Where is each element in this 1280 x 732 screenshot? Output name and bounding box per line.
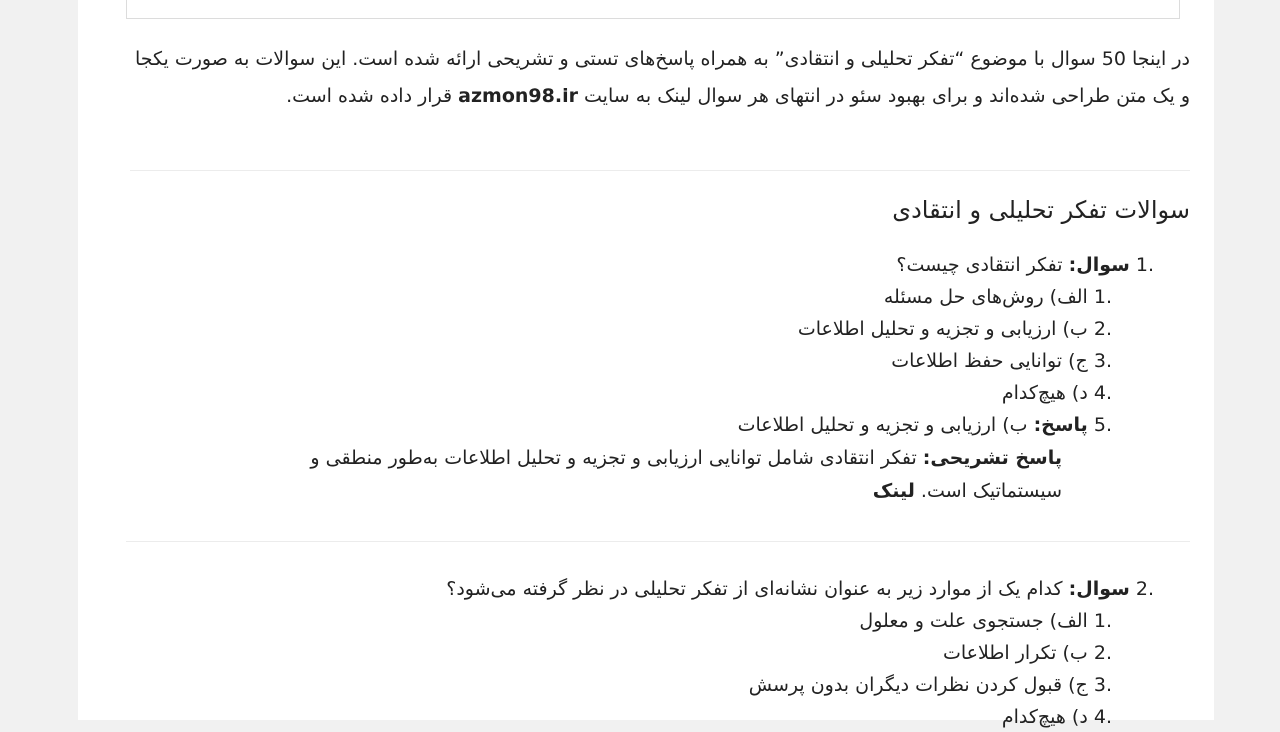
intro-text: در اینجا 50 سوال با موضوع “تفکر تحلیلی و انتقادی” به همراه پاسخ‌های تستی و تشریحی ارائه شده است. این سوالات به صورت یکجا و یک متن طراحی شده‌اند و برای بهبود سئو در انتهای هر سوال لینک به سایت xyxy=(134,48,1190,107)
option-item xyxy=(1002,702,1112,732)
question-number: 2. xyxy=(1135,578,1154,600)
explanation-text: تفکر انتقادی شامل توانایی ارزیابی و تجزیه و تحلیل اطلاعات به‌طور منطقی و سیستماتیک است. xyxy=(310,447,1062,502)
option-text: الف) جستجوی علت و معلول xyxy=(859,610,1088,632)
explanation xyxy=(222,442,1062,508)
option-number: 4. xyxy=(1093,706,1112,728)
top-content-box xyxy=(126,0,1180,19)
question-link[interactable]: لینک xyxy=(872,480,915,502)
article-page xyxy=(78,0,1214,728)
option-item xyxy=(1002,378,1112,408)
option-text: د) هیچ‌کدام xyxy=(1001,706,1088,728)
intro-paragraph xyxy=(130,41,1190,114)
question-1 xyxy=(896,250,1154,280)
explanation-label: پاسخ تشریحی: xyxy=(922,447,1062,469)
question-label: سوال: xyxy=(1068,254,1130,276)
question-label: سوال: xyxy=(1068,578,1130,600)
option-number: 3. xyxy=(1093,674,1112,696)
option-item xyxy=(859,606,1112,636)
section-title: سوالات تفکر تحلیلی و انتقادی xyxy=(892,196,1190,224)
answer-number: 5. xyxy=(1093,414,1112,436)
option-number: 2. xyxy=(1093,318,1112,340)
question-number: 1. xyxy=(1135,254,1154,276)
question-text: تفکر انتقادی چیست؟ xyxy=(896,254,1063,276)
option-number: 1. xyxy=(1093,286,1112,308)
option-item xyxy=(884,282,1112,312)
intro-text-end: قرار داده شده است. xyxy=(286,84,453,107)
option-number: 2. xyxy=(1093,642,1112,664)
option-item xyxy=(891,346,1112,376)
answer-label: پاسخ: xyxy=(1033,414,1088,436)
site-name: azmon98.ir xyxy=(458,84,578,107)
option-text: ب) ارزیابی و تجزیه و تحلیل اطلاعات xyxy=(797,318,1088,340)
option-item xyxy=(749,670,1112,700)
option-item xyxy=(798,314,1112,344)
option-number: 1. xyxy=(1093,610,1112,632)
option-number: 3. xyxy=(1093,350,1112,372)
divider xyxy=(130,170,1190,171)
option-item xyxy=(943,638,1112,668)
option-number: 4. xyxy=(1093,382,1112,404)
option-text: ب) تکرار اطلاعات xyxy=(942,642,1088,664)
option-text: ج) توانایی حفظ اطلاعات xyxy=(891,350,1088,372)
answer-item xyxy=(738,410,1112,440)
question-2 xyxy=(446,574,1154,604)
question-text: کدام یک از موارد زیر به عنوان نشانه‌ای از تفکر تحلیلی در نظر گرفته می‌شود؟ xyxy=(446,578,1063,600)
answer-text: ب) ارزیابی و تجزیه و تحلیل اطلاعات xyxy=(737,414,1028,436)
option-text: ج) قبول کردن نظرات دیگران بدون پرسش xyxy=(748,674,1088,696)
option-text: د) هیچ‌کدام xyxy=(1001,382,1088,404)
option-text: الف) روش‌های حل مسئله xyxy=(883,286,1088,308)
divider xyxy=(126,541,1190,542)
